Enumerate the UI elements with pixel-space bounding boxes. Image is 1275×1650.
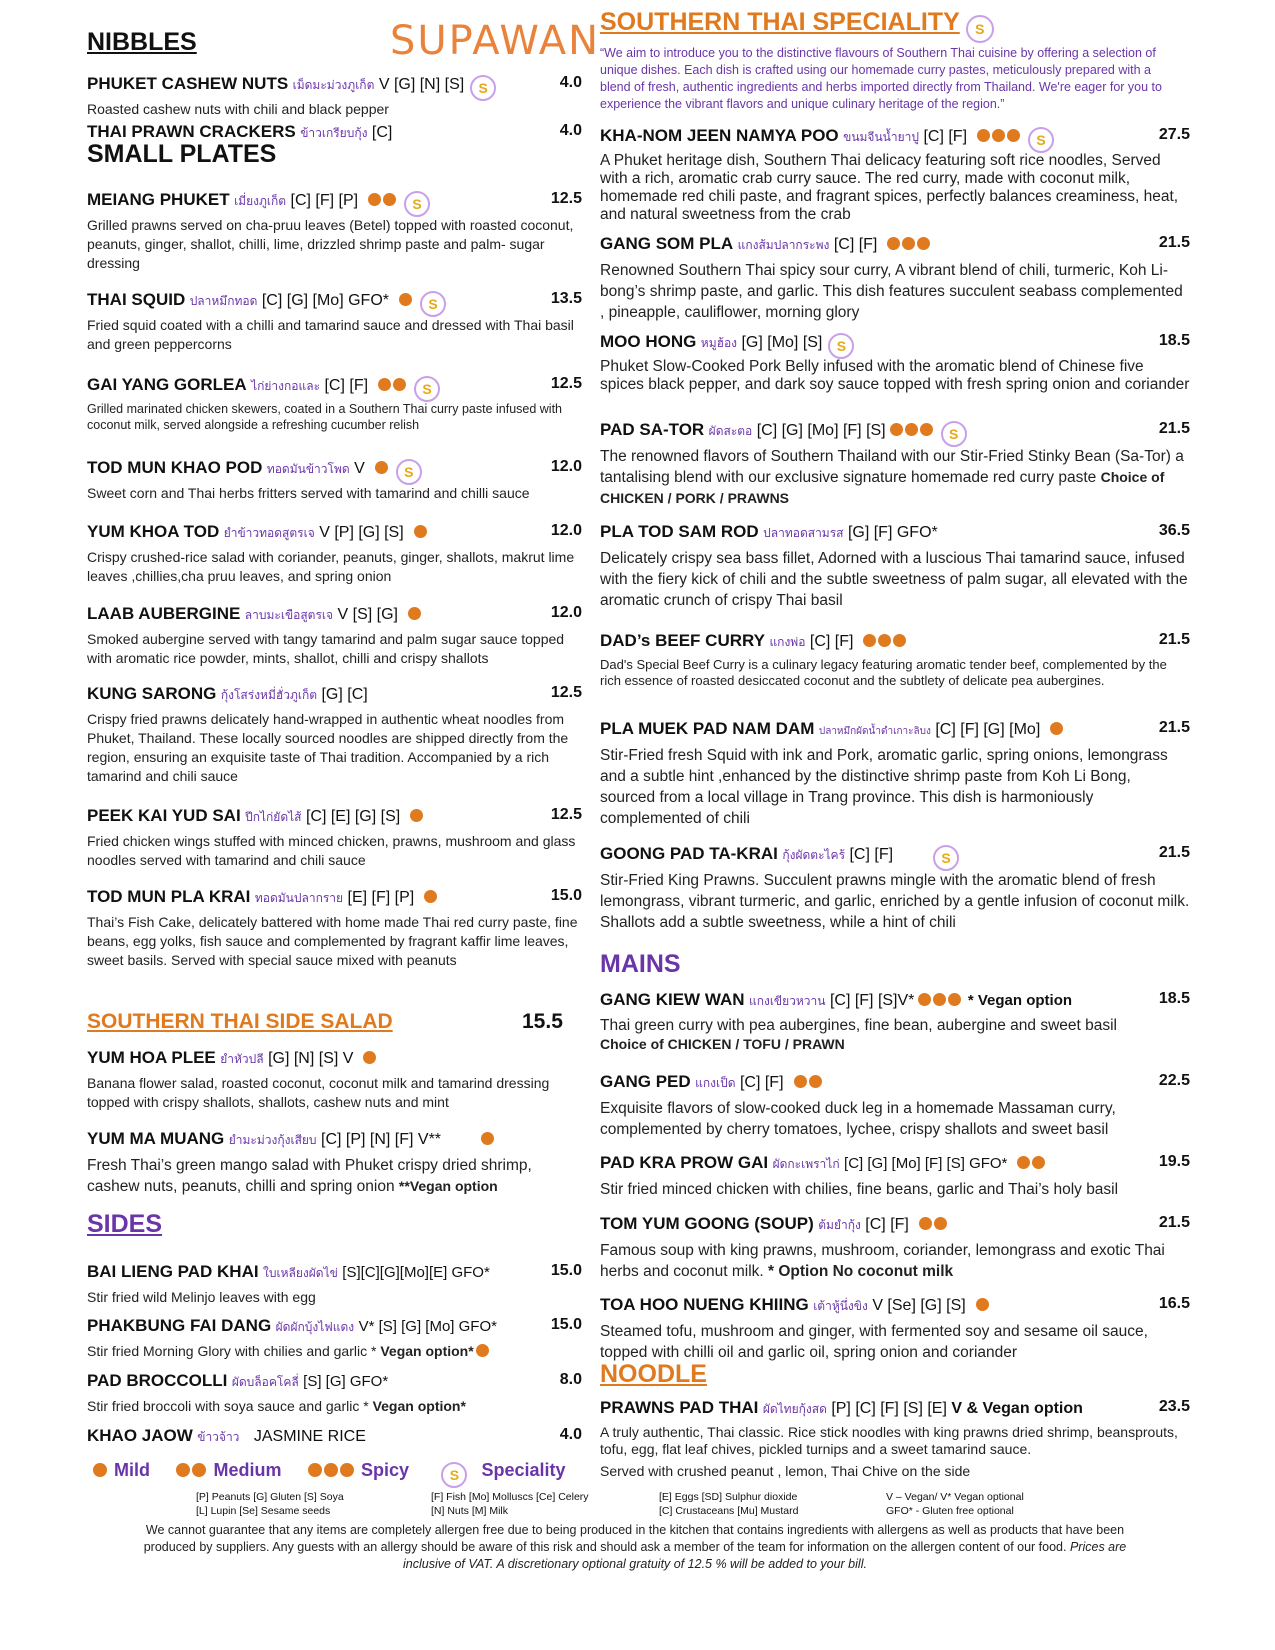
chilli-mild-icon: [481, 1131, 496, 1149]
item-thai: แกงเขียวหวาน: [748, 994, 826, 1008]
speciality-icon: S: [933, 845, 959, 871]
item-price: 21.5: [1158, 420, 1190, 437]
legend-speciality: S Speciality: [435, 1460, 565, 1488]
item-desc: Grilled prawns served on cha-pruu leaves (Betel) topped with roasted coconut, peanuts, ginger, shallot, chilli, lime, drizzled shrimp paste and palm- sugar dressing: [87, 217, 574, 271]
chilli-mild-icon: [410, 808, 425, 826]
allergen-key-col2: [F] Fish [Mo] Molluscs [Ce] Celery [N] Nuts [M] Milk: [431, 1491, 589, 1517]
item-name: THAI SQUID: [87, 290, 186, 309]
menu-item-phakbung: [87, 1316, 582, 1361]
legend-spicy: Spicy: [308, 1460, 409, 1481]
menu-item-padsator: [600, 420, 1190, 509]
item-desc: Stir fried Morning Glory with chilies and garlic * Vegan option*: [87, 1342, 582, 1361]
item-thai: ปลาหมึกผัดน้ำดำเกาะลิบง: [818, 726, 931, 737]
chilli-medium-icon: [368, 192, 398, 210]
spice-legend: [93, 1460, 993, 1486]
item-name: PEEK KAI YUD SAI: [87, 806, 241, 825]
item-allergens: V [P] [G] [S]: [319, 524, 404, 541]
item-allergens: V* [S] [G] [Mo] GFO*: [358, 1318, 497, 1335]
item-name: YUM KHOA TOD: [87, 522, 220, 541]
chilli-mild-icon: [399, 292, 414, 310]
item-allergens: [G] [N] [S] V: [268, 1050, 354, 1067]
item-allergens: [S] [G] GFO*: [303, 1373, 389, 1390]
menu-item-khaojaow: [87, 1426, 582, 1450]
item-allergens: [E] [F] [P]: [347, 889, 415, 906]
item-desc: Stir-Fried King Prawns. Succulent prawns mingle with the aromatic blend of fresh lemongrass, vibrant turmeric, and garlic, enriched by a gentle infusion of coconut milk. Shallots add a subtle sweetness, while a hint of chili: [600, 872, 1190, 931]
item-name: GANG PED: [600, 1072, 691, 1091]
item-price: 21.5: [1158, 631, 1190, 648]
item-desc: Smoked aubergine served with tangy tamarind and palm sugar sauce topped with aromatic rice powder, mints, shallot, chilli and crispy shallots: [87, 631, 565, 666]
item-name: GANG SOM PLA: [600, 234, 734, 253]
item-desc: Crispy fried prawns delicately hand-wrapped in authentic wheat noodles from Phuket, Thailand. These locally sourced noodles are shipped directly from the region, ensuring an exquisite taste of Thai tradition. Accompanied by a rich tamarind and chili sauce: [87, 711, 569, 784]
chilli-spicy-icon: [977, 128, 1022, 146]
item-name: KHAO JAOW: [87, 1426, 193, 1445]
speciality-icon: S: [941, 421, 967, 447]
allergen-key-col3: [E] Eggs [SD] Sulphur dioxide [C] Crustaceans [Mu] Mustard: [659, 1491, 799, 1517]
item-price: 16.5: [1158, 1295, 1190, 1312]
item-name: KUNG SARONG: [87, 684, 217, 703]
allergen-key-col1: [P] Peanuts [G] Gluten [S] Soya [L] Lupin [Se] Sesame seeds: [196, 1491, 344, 1517]
brand-logo: SUPAWAN: [390, 18, 601, 64]
item-name: MOO HONG: [600, 332, 697, 351]
chilli-mild-icon: [1050, 721, 1065, 739]
menu-item-plamuek: [600, 719, 1190, 829]
chilli-medium-icon: [1017, 1155, 1047, 1173]
item-name: BAI LIENG PAD KHAI: [87, 1262, 259, 1281]
item-price: 23.5: [1158, 1398, 1190, 1415]
speciality-icon: S: [420, 291, 446, 317]
item-thai: ผัดไทยกุ้งสด: [762, 1402, 827, 1416]
item-desc: Fried squid coated with a chilli and tamarind sauce and dressed with Thai basil and green peppercorns: [87, 317, 574, 352]
menu-item-goong: [600, 844, 1190, 933]
chilli-medium-icon: [919, 1216, 949, 1234]
item-desc: A Phuket heritage dish, Southern Thai delicacy featuring soft rice noodles, Served with a rich, aromatic crab curry sauce. The red curry, made with coconut milk, homemade red chili paste, and fragrant spices, perfectly balances creaminess, heat, and natural sweetness from the crab: [600, 152, 1179, 223]
menu-item-hoaplee: [87, 1048, 582, 1112]
item-name: PAD KRA PROW GAI: [600, 1153, 769, 1172]
item-name: PAD SA-TOR: [600, 420, 705, 439]
item-thai: ต้มยำกุ้ง: [818, 1218, 861, 1232]
item-desc: Steamed tofu, mushroom and ginger, with fermented soy and sesame oil sauce, topped with chilli oil and garlic oil, spring onion and coriander: [600, 1323, 1148, 1361]
chilli-spicy-icon: [887, 236, 932, 254]
menu-item-dads: [600, 631, 1190, 689]
item-desc: Dad's Special Beef Curry is a culinary legacy featuring aromatic tender beef, complemented by the rich essence of roasted desiccated coconut and the subtlety of delicate pea aubergines.: [600, 657, 1167, 688]
item-desc: Crispy crushed-rice salad with coriander, peanuts, ginger, shallots, makrut lime leaves ,chillies,cha pruu leaves, and spring onion: [87, 549, 575, 584]
menu-item-platod: [600, 522, 1190, 611]
item-name: LAAB AUBERGINE: [87, 604, 241, 623]
item-price: 15.0: [550, 1262, 582, 1279]
speciality-icon: S: [1028, 127, 1054, 153]
item-allergens: [C] [G] [Mo] [F] [S]: [756, 422, 886, 439]
chilli-mild-icon: [375, 460, 390, 478]
section-title-noodle: NOODLE: [600, 1360, 707, 1388]
item-allergens: [C] [F]: [324, 377, 369, 394]
item-desc: Grilled marinated chicken skewers, coated in a Southern Thai curry paste infused with coconut milk, served alongside a refreshing cucumber relish: [87, 402, 563, 432]
item-price: 19.5: [1158, 1153, 1190, 1170]
item-price: 21.5: [1158, 234, 1190, 251]
item-name: YUM MA MUANG: [87, 1129, 225, 1148]
item-price: 13.5: [550, 290, 582, 307]
item-name: TOD MUN KHAO POD: [87, 458, 263, 477]
item-desc: Fresh Thai’s green mango salad with Phuket crispy dried shrimp, cashew nuts, peanuts, chilli and spring onion **Vegan option: [87, 1157, 532, 1195]
item-desc: Stir fried broccoli with soya sauce and garlic * Vegan option*: [87, 1398, 466, 1414]
item-name: PLA MUEK PAD NAM DAM: [600, 719, 815, 738]
item-thai: ทอดมันปลากราย: [254, 891, 344, 905]
item-allergens: [C] [F]: [923, 128, 968, 145]
menu-item-yumkhoa: [87, 522, 582, 586]
item-name: TOD MUN PLA KRAI: [87, 887, 251, 906]
item-name: YUM HOA PLEE: [87, 1048, 216, 1067]
item-name: GANG KIEW WAN: [600, 990, 745, 1009]
item-allergens: JASMINE RICE: [253, 1428, 366, 1445]
item-allergens: V [S] [G]: [337, 606, 398, 623]
item-price: 12.5: [550, 375, 582, 392]
item-price: 12.5: [550, 190, 582, 207]
item-price: 12.5: [550, 684, 582, 701]
item-allergens: [C] [F]: [865, 1216, 909, 1233]
item-price: 15.0: [550, 887, 582, 904]
item-thai: ผัดกะเพราไก่: [772, 1157, 840, 1171]
item-name: GOONG PAD TA-KRAI: [600, 844, 778, 863]
item-name: TOM YUM GOONG (SOUP): [600, 1214, 814, 1233]
chilli-spicy-icon: [918, 992, 963, 1010]
item-desc: Thai green curry with pea aubergines, fine bean, aubergine and sweet basil: [600, 1017, 1117, 1034]
speciality-icon: S: [441, 1462, 467, 1488]
item-desc: Stir fried wild Melinjo leaves with egg: [87, 1289, 316, 1305]
item-thai: ผัดสะตอ: [708, 424, 753, 438]
menu-item-bailieng: [87, 1262, 582, 1307]
item-price: 21.5: [1158, 719, 1190, 736]
menu-item-gangsom: [600, 234, 1190, 323]
chilli-medium-icon: [378, 377, 408, 395]
intro-text: “We aim to introduce you to the distinctive flavours of Southern Thai cuisine by offering a selection of unique dishes. Each dish is crafted using our homemade curry pastes, meticulously prepared with a blend of fresh, authentic ingredients and herbs imported directly from Thailand. We're eager for you to experience the vibrant flavors and unique culinary heritage of the region.”: [600, 46, 1162, 111]
item-desc: A truly authentic, Thai classic. Rice stick noodles with king prawns dried shrimp, beansprouts, tofu, egg, flat leaf chives, pickled turnips and a sweet tamarind sauce.: [600, 1424, 1178, 1457]
chilli-mild-icon: [363, 1050, 378, 1068]
item-name: PLA TOD SAM ROD: [600, 522, 759, 541]
item-thai: ผัดผักบุ้งไฟแดง: [275, 1320, 355, 1334]
item-allergens: [C] [F] [P]: [290, 192, 359, 209]
item-allergens: [P] [C] [F] [S] [E]: [831, 1400, 947, 1417]
menu-item-toahoo: [600, 1295, 1190, 1363]
side-salad-price: 15.5: [522, 1010, 563, 1033]
chilli-mild-icon: [408, 606, 423, 624]
item-name: GAI YANG GORLEA: [87, 375, 247, 394]
item-thai: ข้าวเกรียบกุ้ง: [300, 126, 368, 140]
vegan-note: V & Vegan option: [951, 1400, 1083, 1417]
item-thai: ปลาทอดสามรส: [763, 526, 844, 540]
item-price: 8.0: [559, 1371, 582, 1388]
item-price: 4.0: [559, 1426, 582, 1443]
item-allergens: [C] [F]: [849, 846, 894, 863]
menu-item-tomyum: [600, 1214, 1190, 1282]
menu-item-squid: [87, 290, 582, 354]
item-price: 15.0: [550, 1316, 582, 1333]
section-title-southern: SOUTHERN THAI SPECIALITY S: [600, 8, 994, 43]
item-thai: เมี่ยงภูเก็ต: [234, 194, 287, 208]
section-title-mains: MAINS: [600, 950, 681, 978]
item-desc: Roasted cashew nuts with chili and black pepper: [87, 101, 389, 117]
item-allergens: [C] [G] [Mo] [F] [S] GFO*: [844, 1155, 1008, 1172]
section-title-small-plates: SMALL PLATES: [87, 140, 277, 168]
item-allergens: V [G] [N] [S]: [378, 76, 465, 93]
chilli-mild-icon: [476, 1344, 489, 1357]
item-choice: Choice of CHICKEN / TOFU / PRAWN: [600, 1036, 845, 1052]
chilli-medium-icon: [794, 1074, 824, 1092]
item-allergens: [C] [F] [S]V*: [829, 992, 915, 1009]
item-price: 4.0: [559, 122, 582, 139]
item-allergens: [C] [F]: [739, 1074, 784, 1091]
chilli-mild-icon: [976, 1297, 991, 1315]
item-allergens: V [Se] [G] [S]: [872, 1297, 966, 1314]
item-price: 12.5: [550, 806, 582, 823]
item-allergens: V: [354, 460, 365, 477]
item-desc: Phuket Slow-Cooked Pork Belly infused with the aromatic blend of Chinese five spices black pepper, and dark soy sauce topped with fresh spring onion and coriander: [600, 358, 1190, 393]
menu-item-laab: [87, 604, 582, 668]
speciality-icon: S: [396, 459, 422, 485]
item-allergens: [C] [F] [G] [Mo]: [935, 721, 1041, 738]
item-name: PAD BROCCOLLI: [87, 1371, 228, 1390]
item-desc: Famous soup with king prawns, mushroom, coriander, lemongrass and exotic Thai herbs and coconut milk. * Option No coconut milk: [600, 1242, 1165, 1280]
chilli-spicy-icon: [340, 1463, 354, 1477]
item-name: TOA HOO NUENG KHIING: [600, 1295, 809, 1314]
item-allergens: [G] [Mo] [S]: [741, 334, 823, 351]
item-allergens: [C]: [371, 124, 393, 141]
item-thai: กุ้งโสร่งหมี่ฮั่วภูเก็ต: [220, 688, 318, 702]
chilli-medium-icon: [192, 1463, 206, 1477]
menu-item-kiewwan: [600, 990, 1190, 1054]
item-thai: ใบเหลียงผัดไข่: [263, 1266, 338, 1280]
menu-item-meiang: [87, 190, 582, 273]
menu-item-broccoli: [87, 1371, 582, 1416]
item-thai: ผัดบล็อคโคลี่: [231, 1375, 299, 1389]
item-name: PHUKET CASHEW NUTS: [87, 74, 289, 93]
item-thai: แกงส้มปลากระพง: [737, 238, 830, 252]
item-desc: Sweet corn and Thai herbs fritters served with tamarind and chilli sauce: [87, 485, 530, 501]
item-price: 18.5: [1158, 990, 1190, 1007]
menu-item-kung: [87, 684, 582, 786]
menu-item-moohong: [600, 332, 1190, 394]
item-desc: Exquisite flavors of slow-cooked duck leg in a homemade Massaman curry, complemented by cherry tomatoes, lychee, crispy shallots and sweet basil: [600, 1100, 1116, 1138]
menu-item-khanom: [600, 126, 1190, 224]
item-thai: เต้าหู้นึ่งขิง: [813, 1299, 868, 1313]
legend-medium: Medium: [176, 1460, 281, 1481]
item-name: PHAKBUNG FAI DANG: [87, 1316, 272, 1335]
chilli-spicy-icon: [890, 422, 935, 440]
item-name: DAD’s BEEF CURRY: [600, 631, 765, 650]
item-price: 21.5: [1158, 844, 1190, 861]
item-price: 21.5: [1158, 1214, 1190, 1231]
item-thai: หมูฮ้อง: [700, 336, 738, 350]
item-price: 18.5: [1158, 332, 1190, 349]
item-thai: ขนมจีนน้ำยาปู: [843, 130, 919, 144]
item-price: 27.5: [1158, 126, 1190, 143]
speciality-icon: S: [414, 376, 440, 402]
item-allergens: [C] [F]: [809, 633, 854, 650]
item-desc: Stir-Fried fresh Squid with ink and Pork, aromatic garlic, spring onions, lemongrass and a subtle hint ,enhanced by the distinctive shrimp paste from Koh Li Bong, sourced from a local village in Trang province. This dish is harmoniously complemented of chili: [600, 747, 1168, 827]
item-allergens: [C] [E] [G] [S]: [305, 808, 401, 825]
section-title-nibbles: NIBBLES: [87, 28, 197, 56]
menu-item-gangped: [600, 1072, 1190, 1140]
item-thai: เม็ดมะม่วงภูเก็ต: [292, 78, 375, 92]
item-thai: แกงเป็ด: [695, 1076, 736, 1090]
speciality-icon: S: [470, 75, 496, 101]
item-desc: Delicately crispy sea bass fillet, Adorned with a luscious Thai tamarind sauce, infused with the fiery kick of chili and the subtle sweetness of palm sugar, all elevated with the aromatic crunch of crispy Thai basil: [600, 550, 1188, 609]
menu-item-padkra: [600, 1153, 1190, 1200]
speciality-icon: S: [966, 15, 994, 43]
menu-item-gaiyang: [87, 375, 582, 433]
item-desc: Fried chicken wings stuffed with minced chicken, prawns, mushroom and glass noodles served with tamarind and chili sauce: [87, 833, 576, 868]
item-allergens: [C] [F]: [833, 236, 878, 253]
menu-item-mamuang: [87, 1129, 582, 1197]
speciality-icon: S: [828, 333, 854, 359]
item-allergens: [C] [P] [N] [F] V**: [321, 1131, 442, 1148]
item-name: PRAWNS PAD THAI: [600, 1398, 759, 1417]
item-name: MEIANG PHUKET: [87, 190, 230, 209]
item-name: KHA-NOM JEEN NAMYA POO: [600, 126, 839, 145]
vegan-note: * Vegan option: [967, 992, 1073, 1009]
item-desc: The renowned flavors of Southern Thailand with our Stir-Fried Stinky Bean (Sa-Tor) a tantalising blend with our exclusive signature homemade red curry paste Choice of CHICKEN / PORK / PRAWNS: [600, 448, 1184, 506]
item-thai: ลาบมะเขือสูตรเจ: [244, 608, 334, 622]
menu-item-peek: [87, 806, 582, 870]
menu-item-cashew: [87, 74, 582, 119]
item-thai: กุ้งผัดตะไคร้: [782, 848, 846, 862]
chilli-mild-icon: [424, 889, 439, 907]
item-thai: ทอดมันข้าวโพด: [266, 462, 350, 476]
item-price: 12.0: [550, 604, 582, 621]
item-allergens: [S][C][G][Mo][E] GFO*: [342, 1264, 490, 1281]
item-thai: ปลาหมึกทอด: [189, 294, 258, 308]
speciality-icon: S: [404, 191, 430, 217]
item-thai: ยำมะม่วงกุ้งเสียบ: [228, 1133, 317, 1147]
item-thai: ข้าวจ้าว: [197, 1430, 240, 1444]
allergen-key-col4: V – Vegan/ V* Vegan optional GFO* - Gluten free optional: [886, 1491, 1024, 1517]
item-thai: ยำข้าวทอดสูตรเจ: [223, 526, 315, 540]
item-allergens: [G] [C]: [321, 686, 368, 703]
chilli-mild-icon: [414, 524, 429, 542]
item-desc: Renowned Southern Thai spicy sour curry, A vibrant blend of chili, turmeric, Koh Li-bong’s shrimp paste, and garlic. This dish features succulent seabass complemented , pineapple, cauliflower, morning glory: [600, 262, 1183, 321]
item-price: 4.0: [559, 74, 582, 91]
item-desc: Stir fried minced chicken with chilies, fine beans, garlic and Thai’s holy basil: [600, 1181, 1119, 1198]
menu-item-khaopod: [87, 458, 582, 503]
item-price: 36.5: [1158, 522, 1190, 539]
item-desc: Thai’s Fish Cake, delicately battered with home made Thai red curry paste, fine beans, egg yolks, fish sauce and complemented by fragrant kaffir lime leaves, sweet basils. Served with special sauce mixed with peanuts: [87, 914, 578, 968]
item-allergens: [G] [F] GFO*: [847, 524, 938, 541]
item-thai: ปีกไก่ยัดไส้: [245, 810, 302, 824]
item-name: THAI PRAWN CRACKERS: [87, 122, 296, 141]
section-title-side-salad: SOUTHERN THAI SIDE SALAD: [87, 1010, 393, 1033]
chilli-spicy-icon: [863, 633, 908, 651]
item-price: 12.0: [550, 458, 582, 475]
item-allergens: [C] [G] [Mo] GFO*: [261, 292, 389, 309]
legend-mild: Mild: [93, 1460, 150, 1481]
item-thai: ไก่ย่างกอและ: [251, 379, 321, 393]
item-thai: แกงพ่อ: [769, 635, 806, 649]
item-desc-2: Served with crushed peanut , lemon, Thai Chive on the side: [600, 1463, 971, 1479]
item-price: 12.0: [550, 522, 582, 539]
item-desc: Banana flower salad, roasted coconut, coconut milk and tamarind dressing topped with crispy shallots, shallots, cashew nuts and mint: [87, 1075, 550, 1110]
allergen-disclaimer: We cannot guarantee that any items are completely allergen free due to being produced in the kitchen that contains ingredients with allergens as well as products that have been produced by suppliers. Any guests with an allergy should be aware of this risk and should ask a member of the team for information on the allergen content of our food. Prices are inclusive of VAT. A discretionary optional gratuity of 12.5 % will be added to your bill.: [143, 1523, 1127, 1571]
chilli-mild-icon: [93, 1463, 107, 1477]
menu-item-plakrai: [87, 887, 582, 970]
item-thai: ยำหัวปลี: [220, 1052, 264, 1066]
section-title-sides: SIDES: [87, 1210, 163, 1238]
item-price: 22.5: [1158, 1072, 1190, 1089]
vat-note: Prices are inclusive of VAT. A discretionary optional gratuity of 12.5 % will be added to your bill.: [403, 1540, 1127, 1571]
